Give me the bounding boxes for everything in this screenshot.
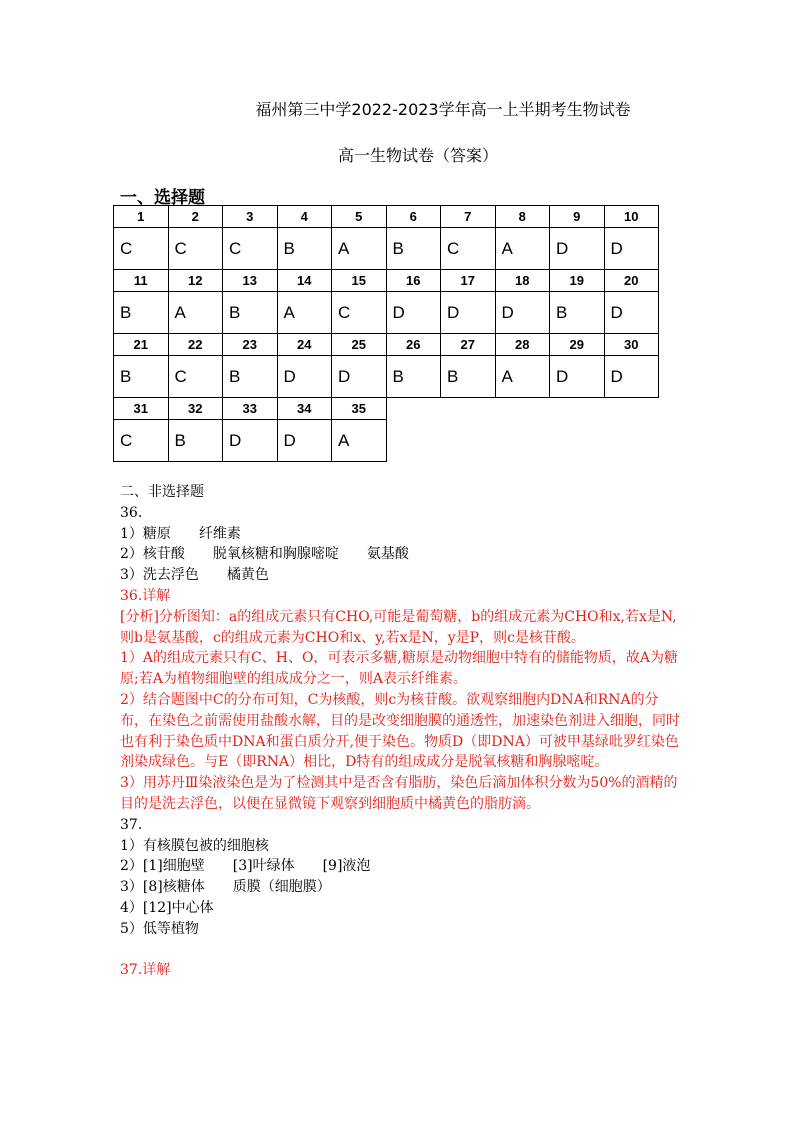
question-number-cell: 24 — [277, 334, 332, 356]
document-title: 福州第三中学2022-2023学年高一上半期考生物试卷 — [255, 100, 631, 119]
answer-cell: A — [495, 356, 550, 398]
answer-cell: D — [550, 228, 605, 270]
question-number-cell: 6 — [386, 206, 441, 228]
answer-row — [114, 228, 659, 270]
question-number-cell: 22 — [168, 334, 223, 356]
answer-cell: B — [223, 356, 278, 398]
answer-row — [114, 420, 659, 462]
question-number-cell: 31 — [114, 398, 169, 420]
q36-explain-analysis: [分析]分析图知：a的组成元素只有CHO,可能是葡萄糖，b的组成元素为CHO和x,若x是N,则b是氨基酸，c的组成元素为CHO和x、y,若x是N，y是P，则c是核苷酸。 — [120, 608, 677, 646]
q36-answer-1: 1）糖原 纤维素 — [120, 525, 241, 542]
document-subtitle: 高一生物试卷（答案） — [337, 146, 498, 165]
q37-answer-5: 5）低等植物 — [120, 920, 199, 937]
question-number-cell: 16 — [386, 270, 441, 292]
answer-cell: C — [114, 228, 169, 270]
question-number-cell: 7 — [441, 206, 496, 228]
question-number-cell: 15 — [332, 270, 387, 292]
answer-row — [114, 292, 659, 334]
answer-cell: B — [386, 356, 441, 398]
answer-cell: A — [332, 228, 387, 270]
answer-cell: C — [114, 420, 169, 462]
answer-cell: C — [332, 292, 387, 334]
question-number-cell: 12 — [168, 270, 223, 292]
answer-cell: A — [495, 228, 550, 270]
question-number-cell: 23 — [223, 334, 278, 356]
q37-answer-3: 3）[8]核糖体 质膜（细胞膜） — [120, 879, 331, 896]
question-number-row — [114, 398, 659, 420]
answer-cell: A — [168, 292, 223, 334]
question-number-cell: 14 — [277, 270, 332, 292]
answer-cell: D — [277, 420, 332, 462]
answer-cell: B — [550, 292, 605, 334]
answer-cell: D — [495, 292, 550, 334]
question-number-cell: 27 — [441, 334, 496, 356]
answer-cell: C — [441, 228, 496, 270]
answer-cell: B — [114, 292, 169, 334]
question-number-cell: 33 — [223, 398, 278, 420]
answer-cell: A — [332, 420, 387, 462]
question-number-cell: 28 — [495, 334, 550, 356]
answer-cell: D — [550, 356, 605, 398]
answer-cell: D — [223, 420, 278, 462]
q36-answer-2: 2）核苷酸 脱氧核糖和胸腺嘧啶 氨基酸 — [120, 546, 409, 563]
question-number-cell: 9 — [550, 206, 605, 228]
question-number-cell: 26 — [386, 334, 441, 356]
question-number-cell: 35 — [332, 398, 387, 420]
answer-cell: C — [223, 228, 278, 270]
answer-cell: C — [168, 228, 223, 270]
q37-answer-2: 2）[1]细胞壁 [3]叶绿体 [9]液泡 — [120, 858, 371, 875]
answer-cell: D — [441, 292, 496, 334]
section-heading-nonchoice: 二、非选择题 — [120, 484, 204, 500]
q36-explain-2: 2）结合题图中C的分布可知，C为核酸，则c为核苷酸。欲观察细胞内DNA和RNA的分布，在染色之前需使用盐酸水解，目的是改变细胞膜的通透性，加速染色剂进入细胞，同时也有利于染色质中DNA和蛋白质分开,便于染色。物质D（即DNA）可被甲基绿吡罗红染色剂染成绿色。与E（即RNA）相比，D特有的组成成分是脱氧核糖和胸腺嘧啶。 — [120, 691, 680, 771]
answer-cell: D — [604, 228, 659, 270]
answer-cell: D — [386, 292, 441, 334]
question-number-row — [114, 334, 659, 356]
free-response-section — [120, 482, 680, 981]
answer-cell: B — [114, 356, 169, 398]
answer-cell: B — [168, 420, 223, 462]
q36-answer-3: 3）洗去浮色 橘黄色 — [120, 567, 269, 584]
answer-table — [113, 205, 659, 462]
answer-cell: B — [277, 228, 332, 270]
question-number-cell: 25 — [332, 334, 387, 356]
q36-number: 36. — [120, 504, 143, 521]
q37-answer-4: 4）[12]中心体 — [120, 899, 214, 916]
section-heading-choice: 一、选择题 — [120, 188, 205, 208]
answer-cell: D — [604, 292, 659, 334]
q36-explain-title: 36.详解 — [120, 587, 171, 604]
question-number-cell: 18 — [495, 270, 550, 292]
answer-row — [114, 356, 659, 398]
question-number-cell: 2 — [168, 206, 223, 228]
question-number-cell: 20 — [604, 270, 659, 292]
answer-cell: D — [277, 356, 332, 398]
question-number-cell: 5 — [332, 206, 387, 228]
question-number-cell: 11 — [114, 270, 169, 292]
question-number-cell: 8 — [495, 206, 550, 228]
question-number-cell: 4 — [277, 206, 332, 228]
question-number-cell: 34 — [277, 398, 332, 420]
q36-explain-3: 3）用苏丹Ⅲ染液染色是为了检测其中是否含有脂肪，染色后滴加体积分数为50%的酒精的目的是洗去浮色，以便在显微镜下观察到细胞质中橘黄色的脂肪滴。 — [120, 775, 678, 812]
q36-explain-1: 1）A的组成元素只有C、H、O，可表示多糖,糖原是动物细胞中特有的储能物质，故A为糖原;若A为植物细胞壁的组成成分之一，则A表示纤维素。 — [120, 650, 678, 688]
question-number-cell: 32 — [168, 398, 223, 420]
question-number-cell: 30 — [604, 334, 659, 356]
q37-explain-title: 37.详解 — [120, 962, 171, 979]
q37-answer-1: 1）有核膜包被的细胞核 — [120, 837, 269, 854]
answer-cell: D — [604, 356, 659, 398]
question-number-cell: 1 — [114, 206, 169, 228]
question-number-row — [114, 270, 659, 292]
question-number-cell: 3 — [223, 206, 278, 228]
answer-cell: D — [332, 356, 387, 398]
question-number-cell: 21 — [114, 334, 169, 356]
answer-cell: B — [386, 228, 441, 270]
question-number-cell: 10 — [604, 206, 659, 228]
question-number-row — [114, 206, 659, 228]
question-number-cell: 17 — [441, 270, 496, 292]
answer-cell: A — [277, 292, 332, 334]
question-number-cell: 13 — [223, 270, 278, 292]
question-number-cell: 29 — [550, 334, 605, 356]
answer-cell: B — [441, 356, 496, 398]
q37-number: 37. — [120, 816, 143, 833]
answer-cell: C — [168, 356, 223, 398]
answer-cell: B — [223, 292, 278, 334]
question-number-cell: 19 — [550, 270, 605, 292]
